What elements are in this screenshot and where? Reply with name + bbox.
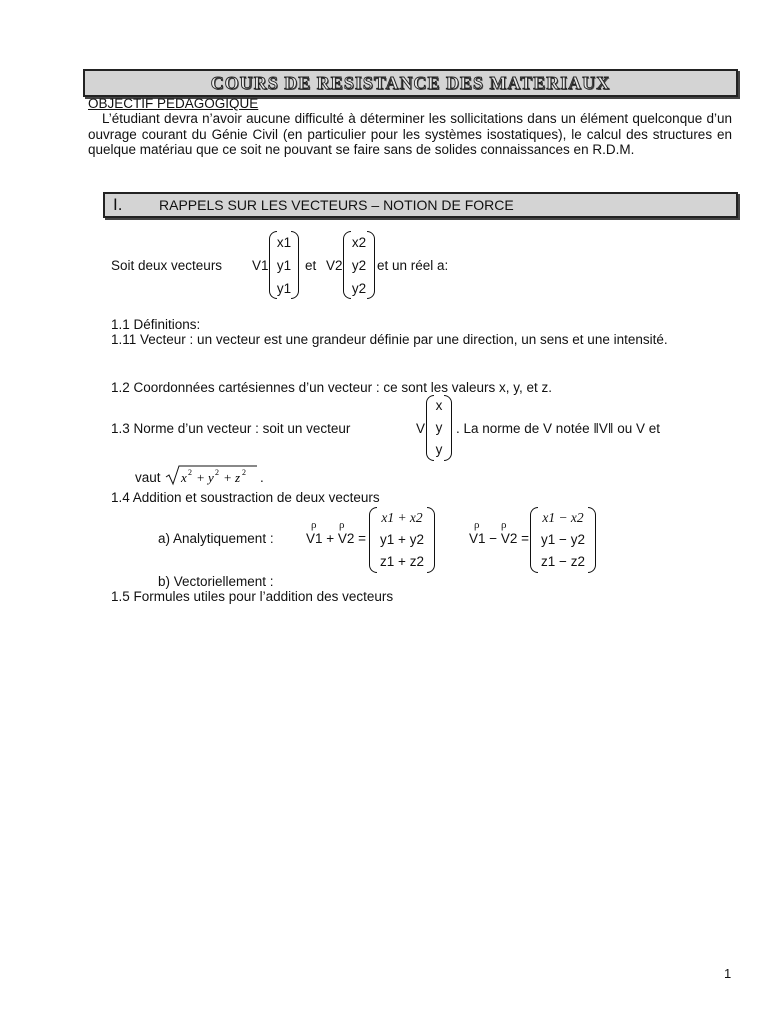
- v2-vector-arrow-2: ρ: [501, 519, 507, 531]
- objectif-paragraph: [88, 111, 732, 158]
- def-1-1: 1.1 Définitions:: [111, 317, 201, 332]
- v2-z: y2: [351, 281, 367, 296]
- sum-lhs: V1 + V2 =: [306, 531, 367, 546]
- intro-tail: et un réel a:: [377, 258, 449, 273]
- intro-lead: Soit deux vecteurs: [111, 258, 223, 273]
- v2-x: x2: [351, 235, 367, 250]
- v2-label: V2: [326, 258, 343, 273]
- def-1-3-v: V: [416, 421, 426, 436]
- def-1-11-paragraph: [111, 332, 732, 348]
- section-1-number: I.: [113, 195, 123, 214]
- course-title: COURS DE RESISTANCE DES MATERIAUX: [210, 73, 611, 93]
- svg-text:2: 2: [188, 468, 192, 477]
- page-number: 1: [724, 966, 732, 981]
- def-1-4-b-label: b) Vectoriellement :: [158, 574, 274, 589]
- section-1-header: [103, 192, 738, 218]
- sum-matrix: [369, 507, 435, 573]
- v2-matrix: [343, 231, 375, 299]
- def-1-5: 1.5 Formules utiles pour l’addition des vecteurs: [111, 589, 394, 604]
- svg-text:+: +: [197, 470, 205, 485]
- def-1-4-a-label: a) Analytiquement :: [158, 531, 274, 546]
- diff-y: y1 − y2: [541, 532, 585, 547]
- diff-lhs: V1 − V2 =: [469, 531, 530, 546]
- norm-x: x: [435, 398, 443, 413]
- sum-y: y1 + y2: [380, 532, 424, 547]
- def-1-3-end: .: [260, 470, 264, 485]
- v1-z: y1: [276, 281, 292, 296]
- def-1-3-lead: 1.3 Norme d’un vecteur : soit un vecteur: [111, 421, 351, 436]
- v2-vector-arrow: ρ: [339, 519, 345, 531]
- v1-x: x1: [276, 235, 292, 250]
- def-1-4: 1.4 Addition et soustraction de deux vecteurs: [111, 490, 380, 505]
- norm-y: y: [435, 420, 443, 435]
- def-1-11: 1.11 Vecteur : un vecteur est une grandeur définie par une direction, un sens et une intensité.: [111, 332, 668, 347]
- v1-vector-arrow-2: ρ: [474, 519, 480, 531]
- svg-text:2: 2: [215, 468, 219, 477]
- v2-y: y2: [351, 258, 367, 273]
- def-1-3-vaut: vaut: [135, 470, 161, 485]
- diff-z: z1 − z2: [541, 554, 585, 569]
- section-1-title: RAPPELS SUR LES VECTEURS – NOTION DE FORCE: [159, 197, 514, 213]
- norm-vector-matrix: [426, 395, 452, 461]
- def-1-3-tail: . La norme de V notée ‖V‖ ou V et: [456, 421, 661, 436]
- v1-y: y1: [276, 258, 292, 273]
- v1-matrix: [269, 231, 299, 299]
- course-title-banner: [83, 69, 738, 97]
- svg-text:2: 2: [242, 468, 246, 477]
- def-1-2: 1.2 Coordonnées cartésiennes d’un vecteur : ce sont les valeurs x, y, et z.: [111, 380, 552, 395]
- svg-text:y: y: [208, 470, 214, 485]
- sum-x: x1 + x2: [381, 510, 423, 525]
- sum-z: z1 + z2: [380, 554, 424, 569]
- norm-z: y: [435, 442, 443, 457]
- svg-text:+: +: [224, 470, 232, 485]
- diff-matrix: [530, 507, 596, 573]
- v1-vector-arrow: ρ: [311, 519, 317, 531]
- intro-et: et: [305, 258, 317, 273]
- svg-text:x: x: [181, 470, 187, 485]
- objectif-heading: OBJECTIF PEDAGOGIQUE: [88, 96, 259, 111]
- objectif-text: L’étudiant devra n’avoir aucune difficulté à déterminer les sollicitations dans un élément quelconque d’un ouvrage courant du Génie Civil (en particulier pour les systèmes isostatiques), le calcul des structures en quelque matériau que ce soit ne pouvant se faire sans de solides connaissances en R.D.M.: [88, 111, 732, 157]
- diff-x: x1 − x2: [542, 510, 584, 525]
- v1-label: V1: [252, 258, 269, 273]
- svg-text:z: z: [235, 470, 241, 485]
- norm-formula: [165, 464, 261, 486]
